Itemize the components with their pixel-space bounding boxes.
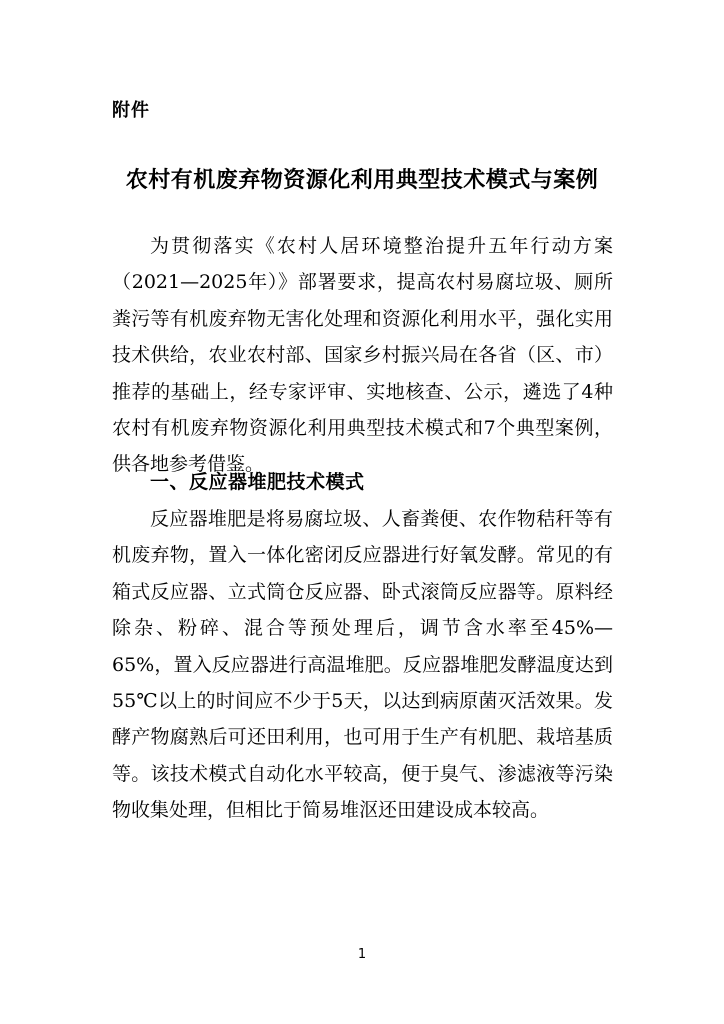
document-title: 农村有机废弃物资源化利用典型技术模式与案例 [125, 168, 599, 193]
section-paragraph: 反应器堆肥是将易腐垃圾、人畜粪便、农作物秸秆等有机废弃物，置入一体化密闭反应器进行好氧发酵。常见的有箱式反应器、立式筒仓反应器、卧式滚筒反应器等。原料经除杂、粉碎、混合等预处理后，调节含水率至45%—65%，置入反应器进行高温堆肥。反应器堆肥发酵温度达到55℃以上的时间应不少于5天，以达到病原菌灭活效果。发酵产物腐熟后可还田利用，也可用于生产有机肥、栽培基质等。该技术模式自动化水平较高，便于臭气、渗滤液等污染物收集处理，但相比于简易堆沤还田建设成本较高。 [112, 508, 613, 822]
intro-paragraph: 为贯彻落实《农村人居环境整治提升五年行动方案（2021—2025年）》部署要求，提高农村易腐垃圾、厕所粪污等有机废弃物无害化处理和资源化利用水平，强化实用技术供给，农业农村部、国家乡村振兴局在各省（区、市）推荐的基础上，经专家评审、实地核查、公示，遴选了4种农村有机废弃物资源化利用典型技术模式和7个典型案例，供各地参考借鉴。 [112, 235, 613, 476]
section-heading: 一、反应器堆肥技术模式 [150, 471, 365, 493]
attachment-label: 附件 [112, 100, 150, 121]
page-number: 1 [357, 947, 367, 962]
